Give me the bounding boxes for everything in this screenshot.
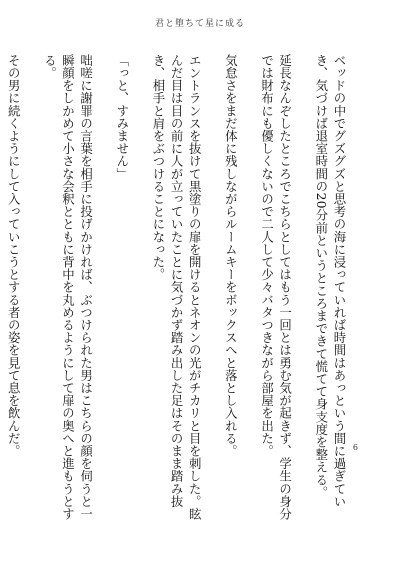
paragraph: エントランスを抜けて黒塗りの扉を開けるとネオンの光がチカリと目を刺した。眩んだ目は目の前に人が立っていたことに気づかず踏み出した足はそのまま踏み抜き、相手と肩をぶつけることになった。 <box>150 54 203 521</box>
page-number: 6 <box>352 443 358 452</box>
running-title: 君と堕ちて星に成る <box>155 19 245 29</box>
paragraph: 咄嗟に謝罪の言葉を相手に投げかければ、ぶつけられた男はこちらの顔を伺うと一瞬顔をしかめて小さな会釈とともに背中を丸めるようにして扉の奥へと進もうとする。 <box>42 54 94 521</box>
paragraph: 気怠さをまだ体に残しながらルームキーをボックスへと落とし入れる。 <box>223 54 239 458</box>
paragraph: ベッドの中でグズグズと思考の海に浸っていれば時間はあっという間に過ぎていき、気づけば退室時間の20分前というところまできて慌てて身支度を整える。 <box>313 54 347 508</box>
paragraph: 「っと、すみません」 <box>114 54 130 180</box>
body-text <box>6 54 366 524</box>
paragraph: その男に続くようにして入っていこうとする者の姿を見て息を飲んだ。 <box>6 54 22 458</box>
paragraph: 延長なんぞしたところでこちらとしてはもう一回とは勇む気が起きず、学生の身分では財布にも優しくないので二人して少々バタつきながら部屋を出た。 <box>259 54 293 521</box>
